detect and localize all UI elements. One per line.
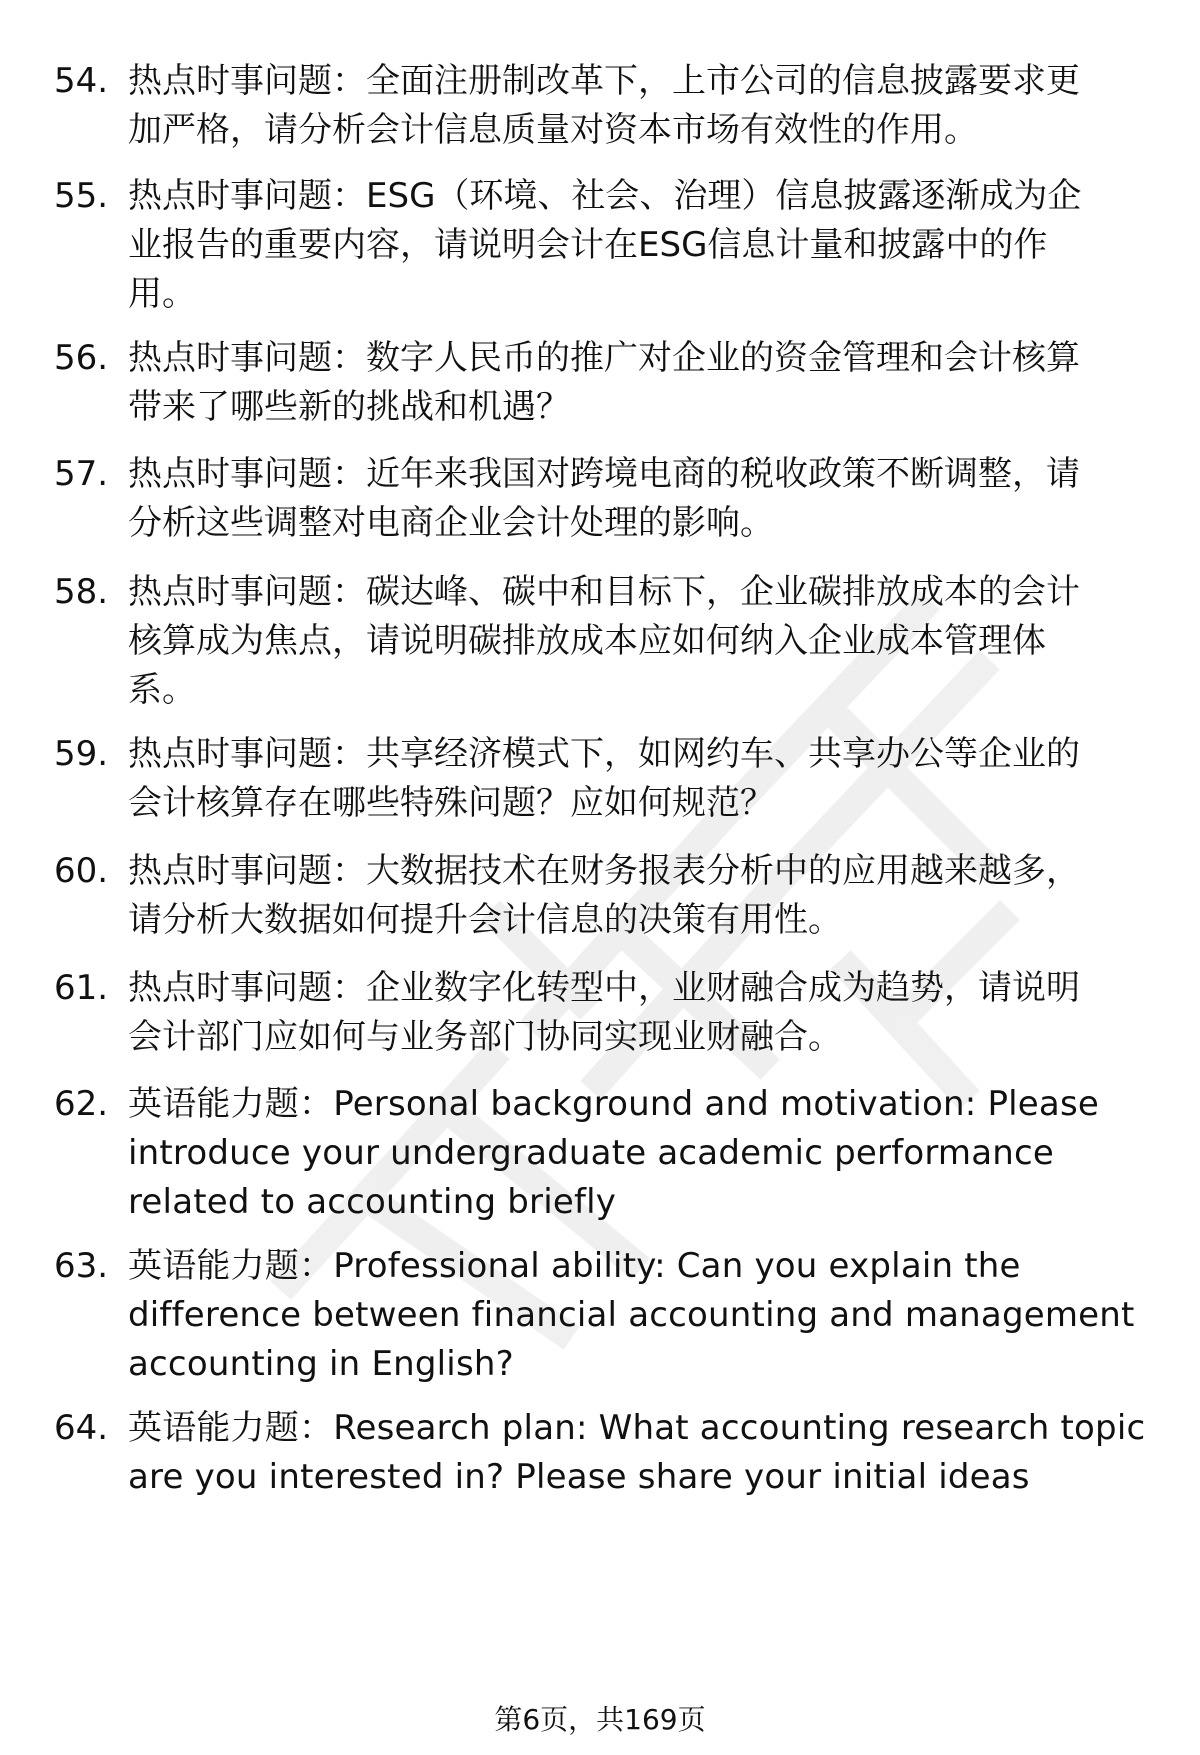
question-line: 业报告的重要内容，请说明会计在ESG信息计量和披露中的作 xyxy=(128,225,1048,265)
question-line: 系。 xyxy=(128,670,196,710)
question-number: 55. xyxy=(54,176,109,216)
question-line: 请分析大数据如何提升会计信息的决策有用性。 xyxy=(128,900,842,940)
question-number: 62. xyxy=(54,1084,109,1124)
question-number: 61. xyxy=(54,968,109,1008)
question-number: 59. xyxy=(54,734,109,774)
question-line: 会计部门应如何与业务部门协同实现业财融合。 xyxy=(128,1017,842,1057)
question-text xyxy=(128,1404,1148,1502)
question-text xyxy=(128,57,1148,155)
question-text xyxy=(128,450,1148,548)
question-text xyxy=(128,730,1148,828)
question-text xyxy=(128,172,1148,319)
question-line: related to accounting briefly xyxy=(128,1182,617,1222)
question-line: 热点时事问题：近年来我国对跨境电商的税收政策不断调整，请 xyxy=(128,454,1080,494)
question-line: 热点时事问题：全面注册制改革下，上市公司的信息披露要求更 xyxy=(128,61,1080,101)
question-text xyxy=(128,334,1148,432)
question-number: 56. xyxy=(54,338,109,378)
question-number: 58. xyxy=(54,572,109,612)
question-number: 64. xyxy=(54,1408,109,1448)
question-number: 60. xyxy=(54,851,109,891)
question-line: 英语能力题：Research plan: What accounting research topic xyxy=(128,1408,1146,1448)
question-line: 用。 xyxy=(128,274,196,314)
question-line: 核算成为焦点，请说明碳排放成本应如何纳入企业成本管理体 xyxy=(128,621,1046,661)
question-line: 热点时事问题：大数据技术在财务报表分析中的应用越来越多， xyxy=(128,851,1080,891)
question-number: 63. xyxy=(54,1246,109,1286)
question-line: 热点时事问题：ESG（环境、社会、治理）信息披露逐渐成为企 xyxy=(128,176,1082,216)
question-text xyxy=(128,964,1148,1062)
question-line: difference between financial accounting and management xyxy=(128,1295,1135,1335)
page-number: 第6页，共169页 xyxy=(494,1703,706,1736)
question-line: 带来了哪些新的挑战和机遇？ xyxy=(128,387,570,427)
question-line: 英语能力题：Personal background and motivation: Please xyxy=(128,1084,1099,1124)
question-text xyxy=(128,1242,1148,1389)
question-text xyxy=(128,1080,1148,1227)
question-line: accounting in English? xyxy=(128,1344,514,1384)
question-line: 分析这些调整对电商企业会计处理的影响。 xyxy=(128,503,774,543)
question-line: 热点时事问题：碳达峰、碳中和目标下，企业碳排放成本的会计 xyxy=(128,572,1080,612)
question-line: 英语能力题：Professional ability: Can you explain the xyxy=(128,1246,1021,1286)
question-number: 57. xyxy=(54,454,109,494)
question-line: introduce your undergraduate academic performance xyxy=(128,1133,1055,1173)
question-line: 热点时事问题：企业数字化转型中，业财融合成为趋势，请说明 xyxy=(128,968,1080,1008)
question-line: 会计核算存在哪些特殊问题？应如何规范？ xyxy=(128,783,774,823)
question-line: are you interested in? Please share your initial ideas xyxy=(128,1457,1030,1497)
question-text xyxy=(128,568,1148,715)
question-line: 热点时事问题：共享经济模式下，如网约车、共享办公等企业的 xyxy=(128,734,1080,774)
question-line: 热点时事问题：数字人民币的推广对企业的资金管理和会计核算 xyxy=(128,338,1080,378)
question-line: 加严格，请分析会计信息质量对资本市场有效性的作用。 xyxy=(128,110,978,150)
question-number: 54. xyxy=(54,61,109,101)
question-text xyxy=(128,847,1148,945)
